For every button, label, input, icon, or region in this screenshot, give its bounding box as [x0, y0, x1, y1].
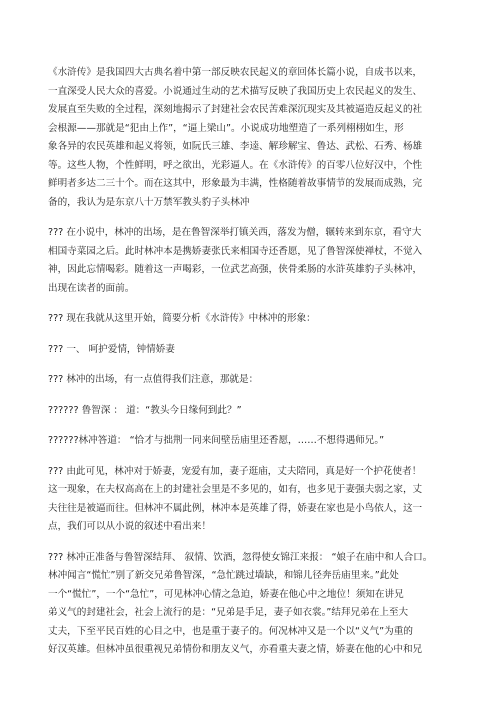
text-line: ??? 现在我就从这里开始，简要分析《水浒传》中林冲的形象： [48, 313, 316, 324]
text-line: 会根源——那就是“犯由上作”，“逼上梁山”。小说成功地塑造了一系列栩栩如生，形 [48, 122, 404, 134]
document-page [48, 64, 458, 660]
paragraph [48, 224, 458, 298]
paragraph-gap [48, 537, 458, 549]
text-line: 等。这些人物，个性鲜明，呼之欲出，光彩逼人。在《水浒传》的百零八位好汉中，个性 [48, 159, 423, 171]
paragraph-gap [48, 298, 458, 310]
paragraph-gap [48, 451, 458, 463]
text-line: 鲜明者多达二三十个。而在这其中，形象最为丰满，性格随着故事情节的发展而成熟，完 [48, 178, 423, 189]
text-line: ??? 在小说中，林冲的出场，是在鲁智深举打镇关西，落发为僧，辗转来到东京，看守大 [48, 227, 422, 238]
text-line: 出现在读者的面前。 [48, 282, 135, 294]
text-line: 一直深受人民大众的喜爱。小说通过生动的艺术描写反映了我国历史上农民起义的发生、 [48, 85, 423, 97]
text-line: 夫往往是被逼而往。但林冲不属此例，林冲本是英雄了得，娇妻在家也是小鸟依人，这一 [48, 502, 423, 514]
paragraph-gap [48, 359, 458, 371]
text-line: ??? 林冲的出场，有一点值得我们注意，那就是： [48, 374, 259, 385]
text-line: ??????林冲答道： “恰才与拙荆一同来间壁岳庙里还香愿，……不想得遇师兄。” [48, 435, 385, 446]
text-line: 象各异的农民英雄和起义将领，如阮氏三雄、李逵、解珍解宝、鲁达、武松、石秀、杨雄 [48, 141, 423, 152]
paragraph-gap [48, 329, 458, 341]
paragraph-gap [48, 212, 458, 224]
paragraph [48, 463, 458, 537]
text-line: ??? 林冲正准备与鲁智深结拜、 叙情、饮酒，忽得使女锦江来报： “娘子在庙中和人合口。 [48, 551, 433, 563]
paragraph [48, 310, 458, 329]
text-line: 弟义气的封建社会，社会上流行的是：“兄弟是手足，妻子如衣裳。”结拜兄弟在上至大 [48, 607, 409, 618]
text-line: 一个“慌忙”，一个“急忙”，可见林冲心情之急迫，娇妻在他心中之地位！须知在讲兄 [48, 588, 404, 600]
text-line: 相国寺菜园之后。此时林冲本是携娇妻张氏来相国寺还香愿，见了鲁智深使禅杖，不觉入 [48, 245, 423, 257]
paragraph [48, 371, 458, 390]
paragraph-gap [48, 420, 458, 432]
text-line: 神，因此忘情喝彩。随着这一声喝彩，一位武艺高强，侠骨柔肠的水浒英雄豹子头林冲， [48, 264, 423, 275]
text-line: 《水浒传》是我国四大古典名着中第一部反映农民起义的章回体长篇小说，自成书以来， [48, 67, 423, 78]
paragraph-gap [48, 390, 458, 402]
paragraph [48, 432, 458, 451]
paragraph [48, 402, 458, 421]
text-line: ??? 由此可见，林冲对于娇妻，宠爱有加，妻子逛庙，丈夫陪同，真是好一个护花使者！ [48, 465, 422, 477]
text-line: 丈夫，下至平民百姓的心目之中，也是重于妻子的。何况林冲又是一个以“义气”为重的 [48, 625, 413, 637]
text-line: 好汉英雄。但林冲虽很重视兄弟情份和朋友义气，亦看重夫妻之情，娇妻在他的心中和兄 [48, 644, 423, 655]
text-line: ?????? 鲁智深 ： 道：“教头今日缘何到此？” [48, 404, 242, 416]
text-line: 发展直至失败的全过程，深刻地揭示了封建社会农民苦难深沉现实及其被逼造反起义的社 [48, 104, 423, 115]
text-line: 这一现象，在夫权高高在上的封建社会里是不多见的，如有，也多见于妻强夫弱之家，丈 [48, 484, 423, 495]
text-line: 林冲闻言“慌忙”别了新交兄弟鲁智深，“急忙跳过墙缺，和锦儿径奔岳庙里来。”此处 [48, 570, 399, 581]
text-line: ??? 一、 呵护爱情，钟情娇妻 [48, 343, 175, 355]
paragraph [48, 549, 458, 660]
text-line: 备的，我认为是东京八十万禁军教头豹子头林冲 [48, 196, 250, 208]
text-line: 点，我们可以从小说的叙述中看出来！ [48, 521, 212, 532]
paragraph [48, 341, 458, 360]
paragraph [48, 64, 458, 212]
